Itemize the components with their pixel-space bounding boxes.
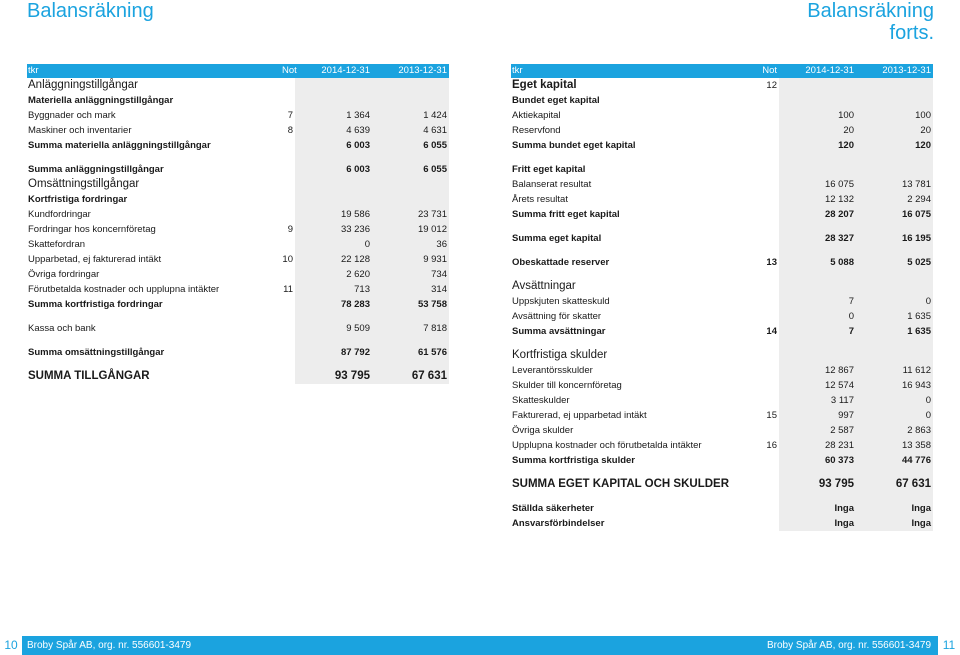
- row-value-2013: [856, 78, 933, 93]
- row-label: Eget kapital: [512, 79, 577, 91]
- row-value-2013: 20: [856, 123, 933, 138]
- row-note: [281, 192, 295, 207]
- row-label: Anläggningstillgångar: [28, 79, 138, 91]
- row-label: Omsättningstillgångar: [28, 178, 140, 190]
- row-value-2013: 6 055: [372, 138, 449, 153]
- row-note: [281, 93, 295, 108]
- row-label: Skulder till koncernföretag: [512, 380, 622, 391]
- spacer-cell: [856, 246, 933, 255]
- table-row: [27, 297, 449, 312]
- row-value-2013: [372, 78, 449, 93]
- row-note: [745, 363, 779, 378]
- row-label: SUMMA TILLGÅNGAR: [28, 370, 150, 382]
- table-row: [27, 207, 449, 222]
- row-value-2013: 0: [856, 294, 933, 309]
- row-value-2013: [856, 162, 933, 177]
- spacer-row: [511, 339, 933, 348]
- right-page-number: 11: [938, 636, 960, 655]
- table-row: [27, 369, 449, 384]
- row-label: Summa fritt eget kapital: [512, 209, 620, 220]
- table-row: [27, 222, 449, 237]
- row-note: [745, 138, 779, 153]
- table-row: [511, 207, 933, 222]
- table-row: [511, 324, 933, 339]
- row-value-2014: 20: [779, 123, 856, 138]
- table-row: [27, 93, 449, 108]
- row-note: [745, 348, 779, 363]
- table-row: [511, 516, 933, 531]
- header-label: tkr: [511, 64, 745, 78]
- row-label: Leverantörsskulder: [512, 365, 593, 376]
- spacer-cell: [511, 222, 745, 231]
- row-label: Summa bundet eget kapital: [512, 140, 636, 151]
- row-value-2013: 19 012: [372, 222, 449, 237]
- row-label: Balanserat resultat: [512, 179, 592, 190]
- table-row: [511, 162, 933, 177]
- row-label: SUMMA EGET KAPITAL OCH SKULDER: [512, 478, 730, 490]
- header-note: Not: [745, 64, 779, 78]
- row-value-2013: [856, 93, 933, 108]
- row-value-2014: 28 207: [779, 207, 856, 222]
- table-row: [511, 378, 933, 393]
- row-value-2014: 22 128: [295, 252, 372, 267]
- spacer-cell: [856, 492, 933, 501]
- table-row: [27, 267, 449, 282]
- row-note: [281, 207, 295, 222]
- row-value-2013: 100: [856, 108, 933, 123]
- table-row: [27, 321, 449, 336]
- row-value-2014: 6 003: [295, 162, 372, 177]
- spacer-cell: [372, 153, 449, 162]
- row-value-2013: 120: [856, 138, 933, 153]
- row-note: 11: [281, 282, 295, 297]
- row-value-2014: 713: [295, 282, 372, 297]
- row-note: [281, 177, 295, 192]
- row-value-2014: 9 509: [295, 321, 372, 336]
- header-date-2013: 2013-12-31: [372, 64, 449, 78]
- table-row: [27, 282, 449, 297]
- row-label: Summa materiella anläggningstillgångar: [28, 140, 211, 151]
- row-value-2013: 53 758: [372, 297, 449, 312]
- row-label: Summa omsättningstillgångar: [28, 347, 165, 358]
- row-label: Kortfristiga skulder: [512, 349, 608, 361]
- table-row: [511, 108, 933, 123]
- row-value-2014: 12 574: [779, 378, 856, 393]
- row-value-2014: 87 792: [295, 345, 372, 360]
- row-value-2014: 78 283: [295, 297, 372, 312]
- spacer-cell: [745, 153, 779, 162]
- row-label: Byggnader och mark: [28, 110, 116, 121]
- right-page-title: [807, 0, 934, 44]
- row-value-2013: 2 863: [856, 423, 933, 438]
- row-label: Kortfristiga fordringar: [28, 194, 128, 205]
- row-value-2014: [779, 78, 856, 93]
- left-company-info: Broby Spår AB, org. nr. 556601-3479: [27, 640, 191, 651]
- row-value-2014: [295, 78, 372, 93]
- spacer-cell: [511, 246, 745, 255]
- spacer-cell: [856, 468, 933, 477]
- spacer-row: [27, 153, 449, 162]
- row-note: [745, 192, 779, 207]
- row-value-2013: 5 025: [856, 255, 933, 270]
- table-row: [511, 309, 933, 324]
- right-page-title-text: Balansräkning: [807, 0, 934, 22]
- spacer-row: [27, 336, 449, 345]
- row-value-2014: [779, 348, 856, 363]
- row-value-2013: 6 055: [372, 162, 449, 177]
- row-note: [745, 231, 779, 246]
- row-note: [281, 162, 295, 177]
- spacer-cell: [27, 153, 281, 162]
- table-row: [27, 162, 449, 177]
- row-label: Uppskjuten skatteskuld: [512, 296, 610, 307]
- row-note: 9: [281, 222, 295, 237]
- row-value-2014: [295, 93, 372, 108]
- row-value-2014: 0: [779, 309, 856, 324]
- spacer-cell: [372, 312, 449, 321]
- table-row: [511, 123, 933, 138]
- row-note: [745, 108, 779, 123]
- spacer-cell: [281, 336, 295, 345]
- row-note: [745, 378, 779, 393]
- row-label: Summa anläggningstillgångar: [28, 164, 164, 175]
- table-row: [27, 108, 449, 123]
- row-value-2013: 0: [856, 408, 933, 423]
- row-value-2014: 12 132: [779, 192, 856, 207]
- row-note: 8: [281, 123, 295, 138]
- row-value-2013: Inga: [856, 516, 933, 531]
- table-row: [511, 93, 933, 108]
- row-label: Obeskattade reserver: [512, 257, 610, 268]
- row-value-2013: 4 631: [372, 123, 449, 138]
- spacer-cell: [745, 246, 779, 255]
- row-value-2013: 16 943: [856, 378, 933, 393]
- row-note: [745, 477, 779, 492]
- spacer-cell: [779, 270, 856, 279]
- row-value-2013: 67 631: [372, 369, 449, 384]
- table-row: [27, 123, 449, 138]
- row-note: [745, 123, 779, 138]
- row-value-2014: 6 003: [295, 138, 372, 153]
- table-row: [511, 423, 933, 438]
- row-value-2014: 0: [295, 237, 372, 252]
- row-label: Fordringar hos koncernföretag: [28, 224, 156, 235]
- table-row: [511, 477, 933, 492]
- row-value-2014: 60 373: [779, 453, 856, 468]
- row-value-2014: [779, 162, 856, 177]
- spacer-cell: [372, 360, 449, 369]
- table-row: [27, 192, 449, 207]
- row-note: [745, 294, 779, 309]
- row-note: [281, 345, 295, 360]
- row-value-2013: 13 358: [856, 438, 933, 453]
- spacer-row: [511, 468, 933, 477]
- row-value-2014: [779, 93, 856, 108]
- spacer-cell: [295, 336, 372, 345]
- row-label: Övriga fordringar: [28, 269, 100, 280]
- row-note: 15: [745, 408, 779, 423]
- table-row: [511, 138, 933, 153]
- row-label: Skattefordran: [28, 239, 86, 250]
- row-note: [745, 516, 779, 531]
- row-note: [281, 237, 295, 252]
- spacer-cell: [281, 153, 295, 162]
- row-value-2014: 16 075: [779, 177, 856, 192]
- spacer-cell: [856, 339, 933, 348]
- table-row: [511, 393, 933, 408]
- row-value-2014: 93 795: [779, 477, 856, 492]
- row-label: Kassa och bank: [28, 323, 96, 334]
- row-label: Fakturerad, ej upparbetad intäkt: [512, 410, 647, 421]
- row-value-2013: 16 075: [856, 207, 933, 222]
- spacer-cell: [745, 222, 779, 231]
- header-label: tkr: [27, 64, 281, 78]
- spacer-cell: [745, 270, 779, 279]
- row-value-2014: 12 867: [779, 363, 856, 378]
- row-value-2014: Inga: [779, 516, 856, 531]
- row-value-2014: 28 231: [779, 438, 856, 453]
- table-row: [511, 231, 933, 246]
- row-value-2013: 13 781: [856, 177, 933, 192]
- row-label: Avsättning för skatter: [512, 311, 602, 322]
- spacer-cell: [27, 360, 281, 369]
- row-label: Bundet eget kapital: [512, 95, 600, 106]
- footer-bar: [0, 636, 960, 655]
- table-row: [511, 78, 933, 93]
- row-note: [745, 93, 779, 108]
- row-label: Förutbetalda kostnader och upplupna intäkter: [28, 284, 220, 295]
- row-value-2013: [856, 348, 933, 363]
- row-label: Ansvarsförbindelser: [512, 518, 605, 529]
- spacer-cell: [856, 222, 933, 231]
- equity-liabilities-table: [511, 64, 933, 531]
- row-value-2014: 33 236: [295, 222, 372, 237]
- row-value-2014: 2 620: [295, 267, 372, 282]
- row-note: [745, 207, 779, 222]
- spacer-cell: [779, 339, 856, 348]
- header-date-2014: 2014-12-31: [295, 64, 372, 78]
- row-value-2013: 2 294: [856, 192, 933, 207]
- spacer-cell: [372, 336, 449, 345]
- row-note: [745, 177, 779, 192]
- row-value-2014: 93 795: [295, 369, 372, 384]
- spacer-cell: [779, 153, 856, 162]
- row-label: Upplupna kostnader och förutbetalda intäkter: [512, 440, 702, 451]
- right-company-info: Broby Spår AB, org. nr. 556601-3479: [767, 640, 931, 651]
- row-note: [281, 321, 295, 336]
- row-value-2014: 1 364: [295, 108, 372, 123]
- row-value-2013: [372, 192, 449, 207]
- row-value-2013: [372, 177, 449, 192]
- spacer-cell: [779, 246, 856, 255]
- table-row: [27, 78, 449, 93]
- spacer-cell: [779, 492, 856, 501]
- spacer-cell: [856, 270, 933, 279]
- row-value-2013: 61 576: [372, 345, 449, 360]
- row-value-2013: 9 931: [372, 252, 449, 267]
- row-value-2013: 11 612: [856, 363, 933, 378]
- row-label: Övriga skulder: [512, 425, 574, 436]
- row-value-2014: 28 327: [779, 231, 856, 246]
- row-label: Årets resultat: [512, 194, 568, 205]
- row-note: 14: [745, 324, 779, 339]
- row-note: [745, 393, 779, 408]
- table-row: [27, 177, 449, 192]
- row-note: 12: [745, 78, 779, 93]
- row-label: Aktiekapital: [512, 110, 561, 121]
- row-label: Fritt eget kapital: [512, 164, 586, 175]
- table-row: [511, 279, 933, 294]
- row-label: Ställda säkerheter: [512, 503, 594, 514]
- spacer-cell: [745, 339, 779, 348]
- row-value-2013: 734: [372, 267, 449, 282]
- row-value-2013: Inga: [856, 501, 933, 516]
- row-note: [745, 501, 779, 516]
- spacer-row: [511, 492, 933, 501]
- row-value-2014: 7: [779, 294, 856, 309]
- row-value-2014: [295, 192, 372, 207]
- spacer-row: [27, 312, 449, 321]
- header-note: Not: [282, 65, 297, 76]
- row-value-2013: 44 776: [856, 453, 933, 468]
- row-value-2014: [295, 177, 372, 192]
- table-row: [511, 453, 933, 468]
- row-value-2014: 3 117: [779, 393, 856, 408]
- table-row: [27, 138, 449, 153]
- row-note: [745, 162, 779, 177]
- row-note: 13: [745, 255, 779, 270]
- row-value-2014: 2 587: [779, 423, 856, 438]
- row-value-2013: 1 424: [372, 108, 449, 123]
- spacer-row: [511, 270, 933, 279]
- row-note: 16: [745, 438, 779, 453]
- table-row: [511, 501, 933, 516]
- table-row: [511, 438, 933, 453]
- row-note: [281, 138, 295, 153]
- row-value-2014: 120: [779, 138, 856, 153]
- header-date-2014: 2014-12-31: [779, 64, 856, 78]
- row-value-2014: 5 088: [779, 255, 856, 270]
- table-row: [511, 192, 933, 207]
- spacer-cell: [511, 339, 745, 348]
- row-label: Summa kortfristiga fordringar: [28, 299, 163, 310]
- row-note: [281, 267, 295, 282]
- spacer-cell: [511, 153, 745, 162]
- spacer-row: [27, 360, 449, 369]
- spacer-cell: [281, 312, 295, 321]
- row-note: [281, 369, 295, 384]
- row-value-2013: 1 635: [856, 324, 933, 339]
- row-value-2013: 16 195: [856, 231, 933, 246]
- table-row: [511, 363, 933, 378]
- row-value-2014: 19 586: [295, 207, 372, 222]
- row-label: Materiella anläggningstillgångar: [28, 95, 174, 106]
- row-value-2014: Inga: [779, 501, 856, 516]
- row-note: [281, 78, 295, 93]
- row-value-2013: 0: [856, 393, 933, 408]
- row-value-2014: 100: [779, 108, 856, 123]
- table-row: [511, 348, 933, 363]
- row-value-2013: 7 818: [372, 321, 449, 336]
- spacer-row: [511, 246, 933, 255]
- row-value-2013: 67 631: [856, 477, 933, 492]
- spacer-cell: [779, 222, 856, 231]
- spacer-cell: [745, 492, 779, 501]
- row-note: [745, 453, 779, 468]
- spacer-cell: [856, 153, 933, 162]
- row-value-2013: 1 635: [856, 309, 933, 324]
- spacer-cell: [779, 468, 856, 477]
- row-note: [745, 309, 779, 324]
- row-note: 10: [282, 254, 293, 265]
- table-row: [27, 345, 449, 360]
- left-page-title: Balansräkning: [27, 0, 154, 22]
- table-row: [27, 237, 449, 252]
- row-label: Upparbetad, ej fakturerad intäkt: [28, 254, 162, 265]
- row-label: Maskiner och inventarier: [28, 125, 132, 136]
- row-label: Kundfordringar: [28, 209, 91, 220]
- table-row: [27, 252, 449, 267]
- row-note: [281, 297, 295, 312]
- row-value-2014: 4 639: [295, 123, 372, 138]
- spacer-cell: [281, 360, 295, 369]
- row-value-2014: 7: [779, 324, 856, 339]
- row-label: Summa avsättningar: [512, 326, 606, 337]
- row-value-2013: 314: [372, 282, 449, 297]
- right-page-subtitle: forts.: [889, 22, 934, 44]
- table-row: [511, 294, 933, 309]
- table-row: [511, 255, 933, 270]
- table-row: [511, 177, 933, 192]
- spacer-cell: [27, 336, 281, 345]
- row-label: Summa kortfristiga skulder: [512, 455, 636, 466]
- row-value-2014: 997: [779, 408, 856, 423]
- spacer-cell: [511, 270, 745, 279]
- table-row: [511, 408, 933, 423]
- spacer-cell: [27, 312, 281, 321]
- row-value-2014: [779, 279, 856, 294]
- row-value-2013: 36: [372, 237, 449, 252]
- table-header: [511, 64, 933, 78]
- row-note: 7: [281, 108, 295, 123]
- left-page-number: 10: [0, 636, 22, 655]
- row-value-2013: 23 731: [372, 207, 449, 222]
- header-date-2013: 2013-12-31: [856, 64, 933, 78]
- spacer-cell: [745, 468, 779, 477]
- row-label: Skatteskulder: [512, 395, 570, 406]
- row-value-2013: [856, 279, 933, 294]
- spacer-cell: [295, 360, 372, 369]
- row-label: Reservfond: [512, 125, 561, 136]
- table-header: [27, 64, 449, 78]
- spacer-row: [511, 153, 933, 162]
- row-label: Avsättningar: [512, 280, 576, 292]
- row-label: Summa eget kapital: [512, 233, 602, 244]
- row-note: [745, 279, 779, 294]
- spacer-cell: [295, 312, 372, 321]
- spacer-cell: [295, 153, 372, 162]
- spacer-cell: [511, 492, 745, 501]
- row-note: [745, 423, 779, 438]
- assets-table: [27, 64, 449, 384]
- spacer-cell: [511, 468, 745, 477]
- spacer-row: [511, 222, 933, 231]
- row-value-2013: [372, 93, 449, 108]
